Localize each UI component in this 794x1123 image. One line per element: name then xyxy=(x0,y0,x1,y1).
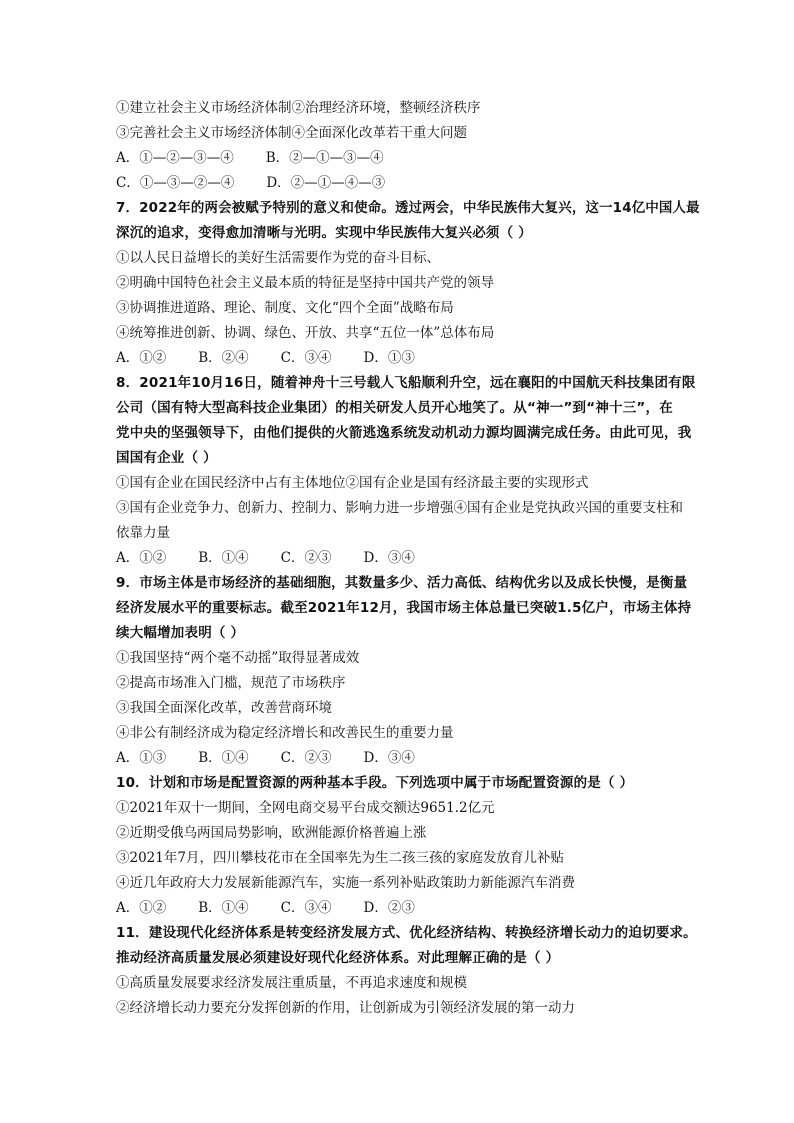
choice-item: ④近几年政府大力发展新能源汽车，实施一系列补贴政策助力新能源汽车消费 xyxy=(116,875,575,891)
question-10-stem: 10．计划和市场是配置资源的两种基本手段。下列选项中属于市场配置资源的是（ ） xyxy=(116,775,634,791)
question-11-stem: 推动经济高质量发展必须建设好现代化经济体系。对此理解正确的是（ ） xyxy=(116,950,560,966)
answer-options xyxy=(116,349,415,367)
option-a: A．①② xyxy=(116,900,167,916)
choice-item: ④非公有制经济成为稳定经济增长和改善民生的重要力量 xyxy=(116,725,454,741)
option-c: C．②③ xyxy=(280,750,332,766)
option-a: A．①—②—③—④ xyxy=(116,150,234,166)
question-9-stem: 经济发展水平的重要标志。截至2021年12月，我国市场主体总量已突破1.5亿户，市场主体持 xyxy=(116,600,692,616)
choice-item: ①国有企业在国民经济中占有主体地位②国有企业是国有经济最主要的实现形式 xyxy=(116,475,589,491)
option-b: B．②④ xyxy=(198,350,249,366)
answer-options xyxy=(116,174,385,192)
choice-item: 依靠力量 xyxy=(116,525,170,541)
question-9-stem: 9．市场主体是市场经济的基础细胞，其数量多少、活力高低、结构优劣以及成长快慢，是衡量 xyxy=(116,575,688,591)
option-b: B．①④ xyxy=(198,550,249,566)
choice-item: ③国有企业竞争力、创新力、控制力、影响力进一步增强④国有企业是党执政兴国的重要支柱和 xyxy=(116,500,683,516)
answer-options xyxy=(116,549,415,567)
answer-options xyxy=(116,149,384,167)
option-a: A．①② xyxy=(116,350,167,366)
question-9-stem: 续大幅增加表明（ ） xyxy=(116,625,245,641)
option-d: D．②—①—④—③ xyxy=(266,175,386,191)
option-d: D．③④ xyxy=(363,550,415,566)
option-a: A．①③ xyxy=(116,750,167,766)
choice-item: ④统筹推进创新、协调、绿色、开放、共享“五位一体”总体布局 xyxy=(116,325,495,341)
choice-item: ③2021年7月，四川攀枝花市在全国率先为生二孩三孩的家庭发放育儿补贴 xyxy=(116,850,564,866)
option-c: C．③④ xyxy=(280,350,332,366)
answer-options xyxy=(116,749,415,767)
option-a: A．①② xyxy=(116,550,167,566)
option-c: C．①—③—②—④ xyxy=(116,175,235,191)
choice-item: ①高质量发展要求经济发展注重质量，不再追求速度和规模 xyxy=(116,975,467,991)
option-b: B．①④ xyxy=(198,900,249,916)
option-c: C．②③ xyxy=(280,550,332,566)
choice-item: ②近期受俄乌两国局势影响，欧洲能源价格普遍上涨 xyxy=(116,825,427,841)
question-8-stem: 党中央的坚强领导下，由他们提供的火箭逃逸系统发动机动力源均圆满完成任务。由此可见，我 xyxy=(116,425,692,441)
question-8-stem: 国国有企业（ ） xyxy=(116,450,217,466)
question-8-stem: 8．2021年10月16日，随着神舟十三号载人飞船顺利升空，远在襄阳的中国航天科技集团有限 xyxy=(116,375,696,391)
option-d: D．③④ xyxy=(363,750,415,766)
choice-item: ③协调推进道路、理论、制度、文化“四个全面”战略布局 xyxy=(116,300,454,316)
choice-item: ②明确中国特色社会主义最本质的特征是坚持中国共产党的领导 xyxy=(116,275,494,291)
option-b: B．①④ xyxy=(198,750,249,766)
question-11-stem: 11．建设现代化经济体系是转变经济发展方式、优化经济结构、转换经济增长动力的迫切要求。 xyxy=(116,925,697,941)
choice-item: ②提高市场准入门槛，规范了市场秩序 xyxy=(116,675,346,691)
question-7-stem: 7．2022年的两会被赋予特别的意义和使命。透过两会，中华民族伟大复兴，这一14亿中国人最 xyxy=(116,200,700,216)
question-8-stem: 公司（国有特大型高科技企业集团）的相关研发人员开心地笑了。从“神一”到“神十三”，在 xyxy=(116,400,673,416)
choice-item: ①建立社会主义市场经济体制②治理经济环境，整顿经济秩序 xyxy=(116,100,481,116)
answer-options xyxy=(116,899,415,917)
option-c: C．③④ xyxy=(280,900,332,916)
choice-item: ②经济增长动力要充分发挥创新的作用，让创新成为引领经济发展的第一动力 xyxy=(116,1000,575,1016)
choice-item: ③我国全面深化改革，改善营商环境 xyxy=(116,700,332,716)
question-7-stem: 深沉的追求，变得愈加清晰与光明。实现中华民族伟大复兴必须（ ） xyxy=(116,225,532,241)
choice-item: ①我国坚持“两个毫不动摇”取得显著成效 xyxy=(116,650,360,666)
choice-item: ①以人民日益增长的美好生活需要作为党的奋斗目标、 xyxy=(116,250,440,266)
choice-item: ①2021年双十一期间，全网电商交易平台成交额达9651.2亿元 xyxy=(116,800,495,816)
option-d: D．②③ xyxy=(363,900,415,916)
option-d: D．①③ xyxy=(363,350,415,366)
choice-item: ③完善社会主义市场经济体制④全面深化改革若干重大问题 xyxy=(116,125,467,141)
option-b: B．②—①—③—④ xyxy=(265,150,384,166)
